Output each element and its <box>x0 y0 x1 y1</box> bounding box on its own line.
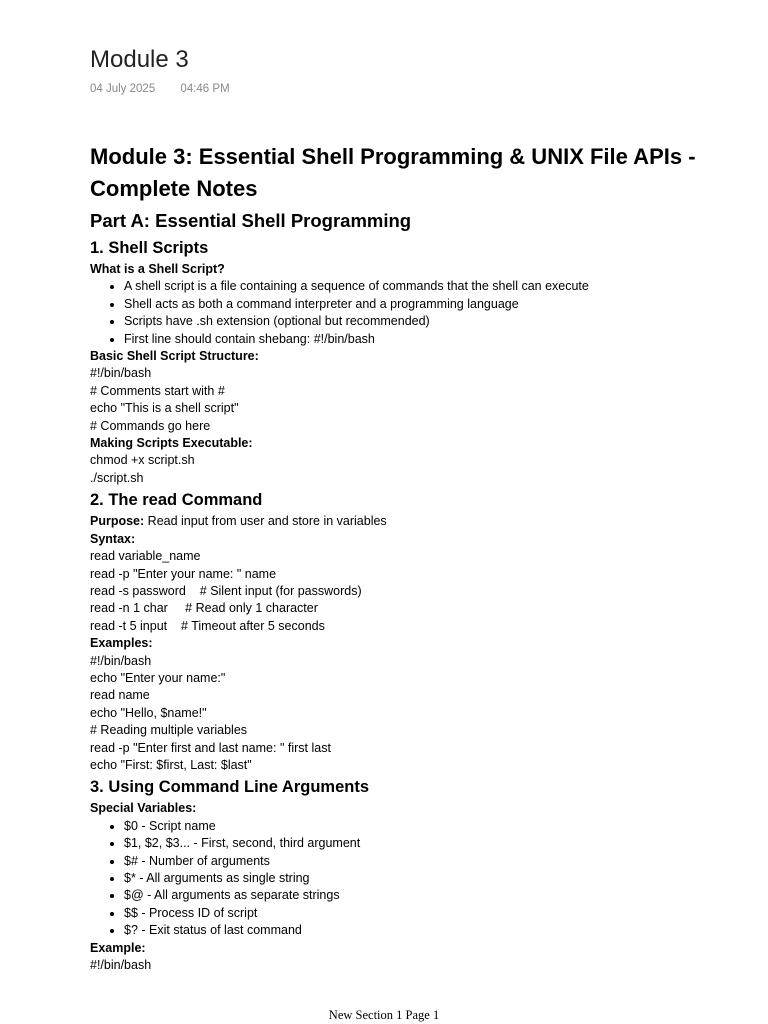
code-line: read variable_name <box>90 549 201 564</box>
shell-script-bullets <box>90 278 730 348</box>
what-is-label: What is a Shell Script? <box>90 262 225 276</box>
code-line: #!/bin/bash <box>90 366 152 381</box>
code-line: echo "Enter your name:" <box>90 670 226 685</box>
list-item: • $# - Number of arguments <box>124 853 730 870</box>
list-item: • $$ - Process ID of script <box>124 905 730 922</box>
list-item: • $? - Exit status of last command <box>124 922 730 939</box>
code-line: read -n 1 char # Read only 1 character <box>90 601 318 616</box>
list-item: • $0 - Script name <box>124 818 730 835</box>
code-line: ./script.sh <box>90 470 144 485</box>
list-item: • $* - All arguments as single string <box>124 870 730 887</box>
code-line: # Reading multiple variables <box>90 723 248 738</box>
code-line: echo "Hello, $name!" <box>90 705 207 720</box>
code-line: chmod +x script.sh <box>90 453 195 468</box>
page-time: 04:46 PM <box>180 83 230 95</box>
purpose-label: Purpose: <box>90 514 145 529</box>
list-item: • Scripts have .sh extension (optional but recommended) <box>124 313 730 330</box>
code-line: read -p "Enter first and last name: " first last <box>90 740 331 755</box>
special-variables-label: Special Variables: <box>90 801 197 816</box>
list-item: • First line should contain shebang: #!/bin/bash <box>124 331 730 348</box>
section-1-heading: 1. Shell Scripts <box>90 239 209 257</box>
structure-label: Basic Shell Script Structure: <box>90 349 259 364</box>
example-label: Example: <box>90 940 146 955</box>
code-line: #!/bin/bash <box>90 653 152 668</box>
list-item: • $@ - All arguments as separate strings <box>124 887 730 904</box>
special-variables-list <box>90 818 730 940</box>
code-line: #!/bin/bash <box>90 958 152 973</box>
code-line: # Comments start with # <box>90 383 225 398</box>
list-item: • Shell acts as both a command interpreter and a programming language <box>124 296 730 313</box>
page-date: 04 July 2025 <box>90 83 156 95</box>
list-item: • A shell script is a file containing a sequence of commands that the shell can execute <box>124 278 730 295</box>
code-line: echo "First: $first, Last: $last" <box>90 757 252 772</box>
page-title: Module 3 <box>90 46 189 73</box>
purpose-line <box>90 513 730 530</box>
purpose-text: Read input from user and store in variables <box>144 514 387 529</box>
code-line: read name <box>90 688 150 703</box>
list-item: • $1, $2, $3... - First, second, third argument <box>124 835 730 852</box>
section-2-heading: 2. The read Command <box>90 491 263 510</box>
syntax-label: Syntax: <box>90 531 136 546</box>
code-line: echo "This is a shell script" <box>90 401 239 416</box>
section-3-heading: 3. Using Command Line Arguments <box>90 778 370 797</box>
code-line: read -t 5 input # Timeout after 5 seconds <box>90 618 325 633</box>
examples-label: Examples: <box>90 636 153 651</box>
code-line: read -p "Enter your name: " name <box>90 566 277 581</box>
document-heading: Module 3: Essential Shell Programming & UNIX File APIs - Complete Notes <box>90 144 696 201</box>
page-footer: New Section 1 Page 1 <box>328 1008 440 1022</box>
code-line: # Commands go here <box>90 418 211 433</box>
exec-label: Making Scripts Executable: <box>90 436 253 451</box>
page-meta <box>90 83 230 95</box>
code-line: read -s password # Silent input (for passwords) <box>90 583 362 598</box>
note-content <box>90 141 730 974</box>
part-a-heading: Part A: Essential Shell Programming <box>90 210 412 231</box>
